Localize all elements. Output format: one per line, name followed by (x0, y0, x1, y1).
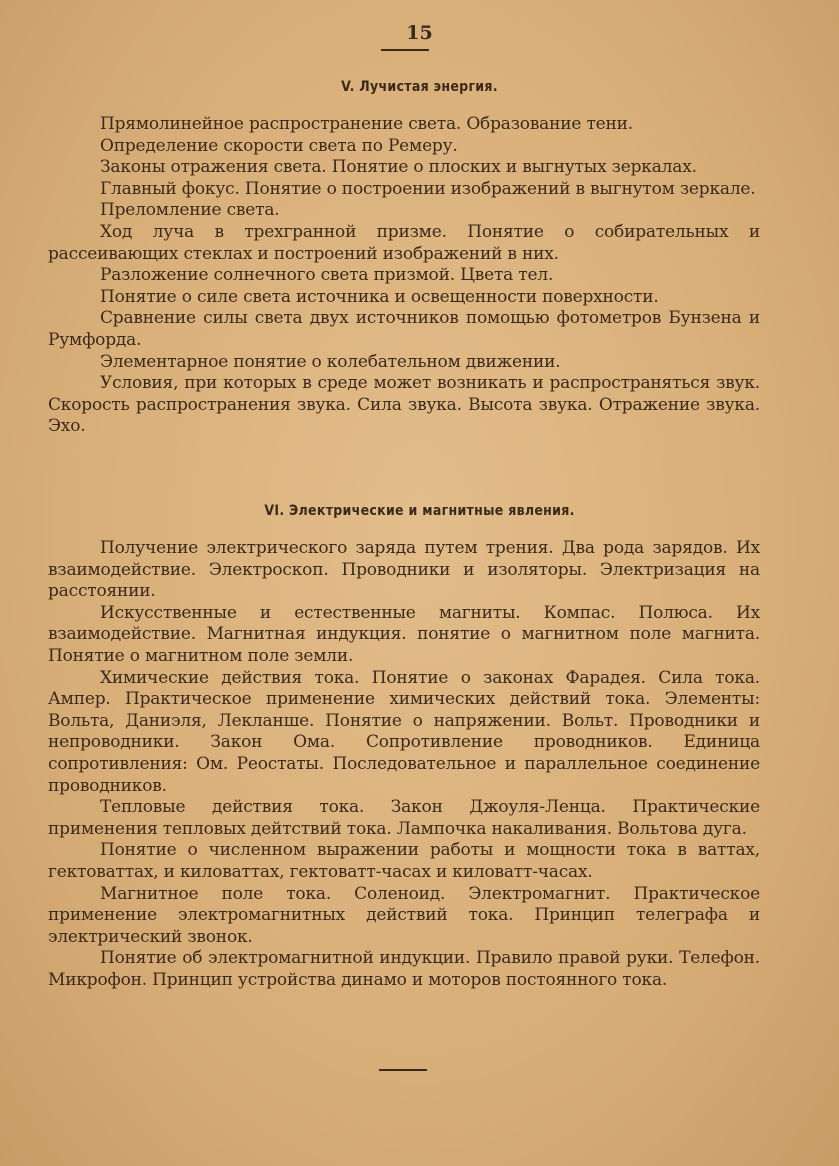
paragraph: Ход луча в трехгранной призме. Понятие о собирательных и рассеивающих стеклах и построений изображений в них. (48, 221, 760, 264)
paragraph: Преломление света. (100, 200, 280, 221)
paragraph: Определение скорости света по Ремеру. (100, 135, 458, 156)
page-number: 15 (406, 22, 433, 44)
paragraph: Понятие о силе света источника и освещенности поверхности. (100, 286, 659, 307)
paragraph: Законы отражения света. Понятие о плоских и выгнутых зеркалах. (100, 157, 697, 178)
paragraph: Прямолинейное распространение света. Образование тени. (100, 114, 633, 134)
paragraph: Искусственные и естественные магниты. Компас. Полюса. Их взаимодействие. Магнитная индукция. понятие о магнитном поле магнита. Понятие о магнитном поле земли. (48, 602, 760, 666)
section-5-heading: V. Лучистая энергия. (341, 79, 498, 95)
paragraph: Магнитное поле тока. Соленоид. Электромагнит. Практическое применение электромагнитных действий тока. Принцип телеграфа и электрический звонок. (48, 883, 760, 947)
section-5-body (48, 114, 760, 438)
paragraph: Понятие об электромагнитной индукции. Правило правой руки. Телефон. Микрофон. Принцип устройства динамо и моторов постоянного тока. (48, 948, 760, 990)
paragraph: Условия, при которых в среде может возникать и распространяться звук. Скорость распространения звука. Сила звука. Высота звука. Отражение звука. Эхо. (48, 373, 760, 437)
paragraph: Разложение солнечного света призмой. Цвета тел. (100, 265, 554, 286)
paragraph: Сравнение силы света двух источников помощью фотометров Бунзена и Румфорда. (48, 308, 760, 350)
paragraph: Понятие о численном выражении работы и мощности тока в ваттах, гектоваттах, и киловаттах, гектоватт-часах и киловатт-часах. (48, 840, 760, 882)
paragraph: Тепловые действия тока. Закон Джоуля-Ленца. Практические применения тепловых дейтствий тока. Лампочка накаливания. Вольтова дуга. (48, 797, 760, 839)
bottom-rule (379, 1069, 427, 1071)
paragraph: Элементарное понятие о колебательном движении. (100, 351, 561, 372)
paragraph: Главный фокус. Понятие о построении изображений в выгнутом зеркале. (100, 178, 756, 199)
paragraph: Получение электрического заряда путем трения. Два рода зарядов. Их взаимодействие. Электроскоп. Проводники и изоляторы. Электризация на расстоянии. (48, 538, 760, 602)
section-6-heading: VI. Электрические и магнитные явления. (264, 503, 575, 519)
section-6-body (48, 538, 760, 991)
top-rule (381, 49, 429, 51)
paragraph: Химические действия тока. Понятие о законах Фарадея. Сила тока. Ампер. Практическое применение химических действий тока. Элементы: Вольта, Даниэля, Лекланше. Понятие о напряжении. Вольт. Проводники и непроводники. Закон Ома. Сопротивление проводников. Единица сопротивления: Ом. Реостаты. Последовательное и параллельное соединение проводников. (48, 667, 760, 796)
